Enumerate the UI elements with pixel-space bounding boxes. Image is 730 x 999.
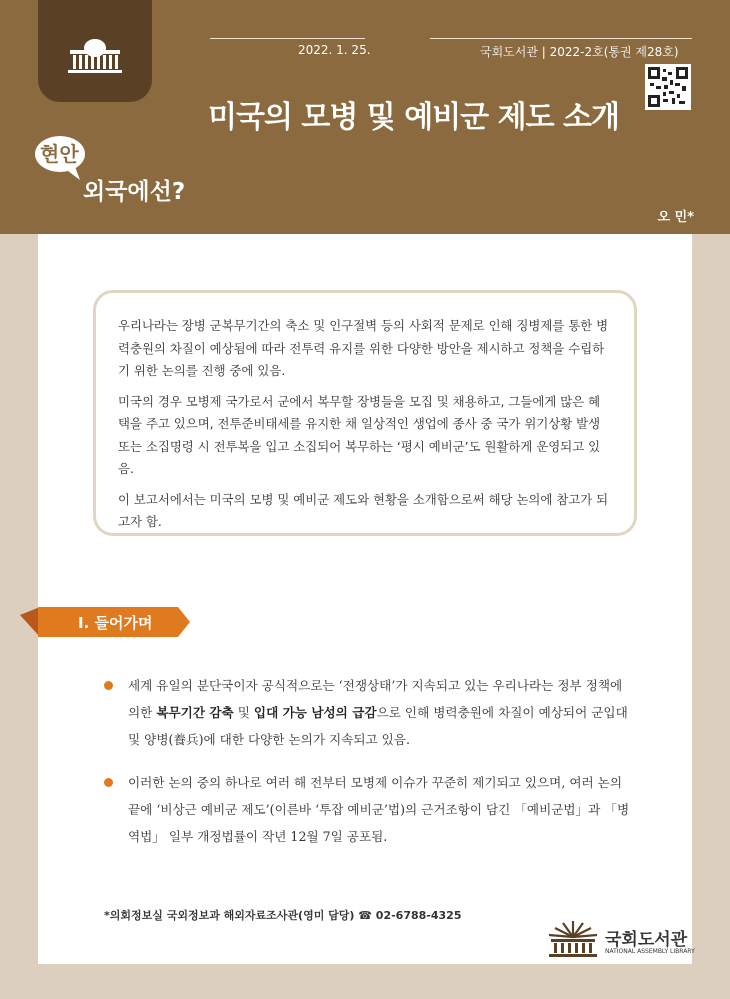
qr-code[interactable] bbox=[645, 64, 691, 110]
author-name: 오 민* bbox=[657, 210, 694, 225]
logo-tab bbox=[38, 0, 152, 102]
summary-box bbox=[93, 290, 637, 536]
emphasis-text: 복무기간 감축 bbox=[156, 705, 234, 720]
summary-paragraph: 이 보고서에서는 미국의 모병 및 예비군 제도와 현황을 소개함으로써 해당 논의에 참고가 되고자 함. bbox=[118, 491, 609, 529]
header-rule-right bbox=[430, 38, 692, 39]
emphasis-text: 입대 가능 남성의 급감 bbox=[253, 705, 377, 720]
assembly-building-icon bbox=[62, 36, 128, 76]
bullet-dot-icon bbox=[104, 681, 113, 690]
summary-paragraph: 미국의 경우 모병제 국가로서 군에서 복무할 장병들을 모집 및 채용하고, 그들에게 많은 혜택을 주고 있으며, 전투준비태세를 유지한 채 일상적인 생업에 종사 중 국가 위기상황 발생 또는 소집명령 시 전투복을 입고 소집되어 복무하는 ‘평시 예비군’도 원활하게 운영되고 있음. bbox=[118, 393, 601, 476]
bubble-label: 현안 bbox=[40, 142, 79, 166]
list-item: 세계 유일의 분단국이자 공식적으로는 ‘전쟁상태’가 지속되고 있는 우리나라는 정부 정책에 의한 복무기간 감축 및 입대 가능 남성의 급감으로 인해 병력충원에 차질이 예상되어 군입대 및 양병(養兵)에 대한 다양한 논의가 지속되고 있음. bbox=[104, 672, 634, 753]
library-name-english: NATIONAL ASSEMBLY LIBRARY bbox=[605, 948, 695, 955]
issue-date: 2022. 1. 25. bbox=[298, 43, 371, 57]
bullet-dot-icon bbox=[104, 778, 113, 787]
header-rule-left bbox=[210, 38, 365, 39]
author-footnote: *의회정보실 국외정보과 해외자료조사관(영미 담당) ☎ 02-6788-4325 bbox=[104, 909, 462, 922]
series-name: 외국에선? bbox=[83, 179, 186, 205]
list-item: 이러한 논의 중의 하나로 여러 해 전부터 모병제 이슈가 꾸준히 제기되고 있으며, 여러 논의 끝에 ‘비상근 예비군 제도’(이른바 ‘투잡 예비군’법)의 근거조항이 담긴 「예비군법」과 「병역법」 일부 개정법률이 작년 12월 7일 공포됨. bbox=[104, 769, 634, 850]
library-logo-icon bbox=[545, 919, 601, 961]
summary-paragraph: 우리나라는 장병 군복무기간의 축소 및 인구절벽 등의 사회적 문제로 인해 징병제를 통한 병력충원의 차질이 예상됨에 따라 전투력 유지를 위한 다양한 방안을 제시하고 정책을 수립하기 위한 논의를 진행 중에 있음. bbox=[118, 318, 609, 378]
report-title: 미국의 모병 및 예비군 제도 소개 bbox=[208, 100, 619, 135]
bullet-list bbox=[104, 672, 634, 866]
issue-number: 국회도서관 | 2022-2호(통권 제28호) bbox=[480, 45, 679, 59]
qr-code-icon bbox=[648, 67, 688, 107]
section-heading: Ⅰ. 들어가며 bbox=[78, 614, 153, 632]
library-name: 국회도서관 bbox=[605, 930, 688, 950]
